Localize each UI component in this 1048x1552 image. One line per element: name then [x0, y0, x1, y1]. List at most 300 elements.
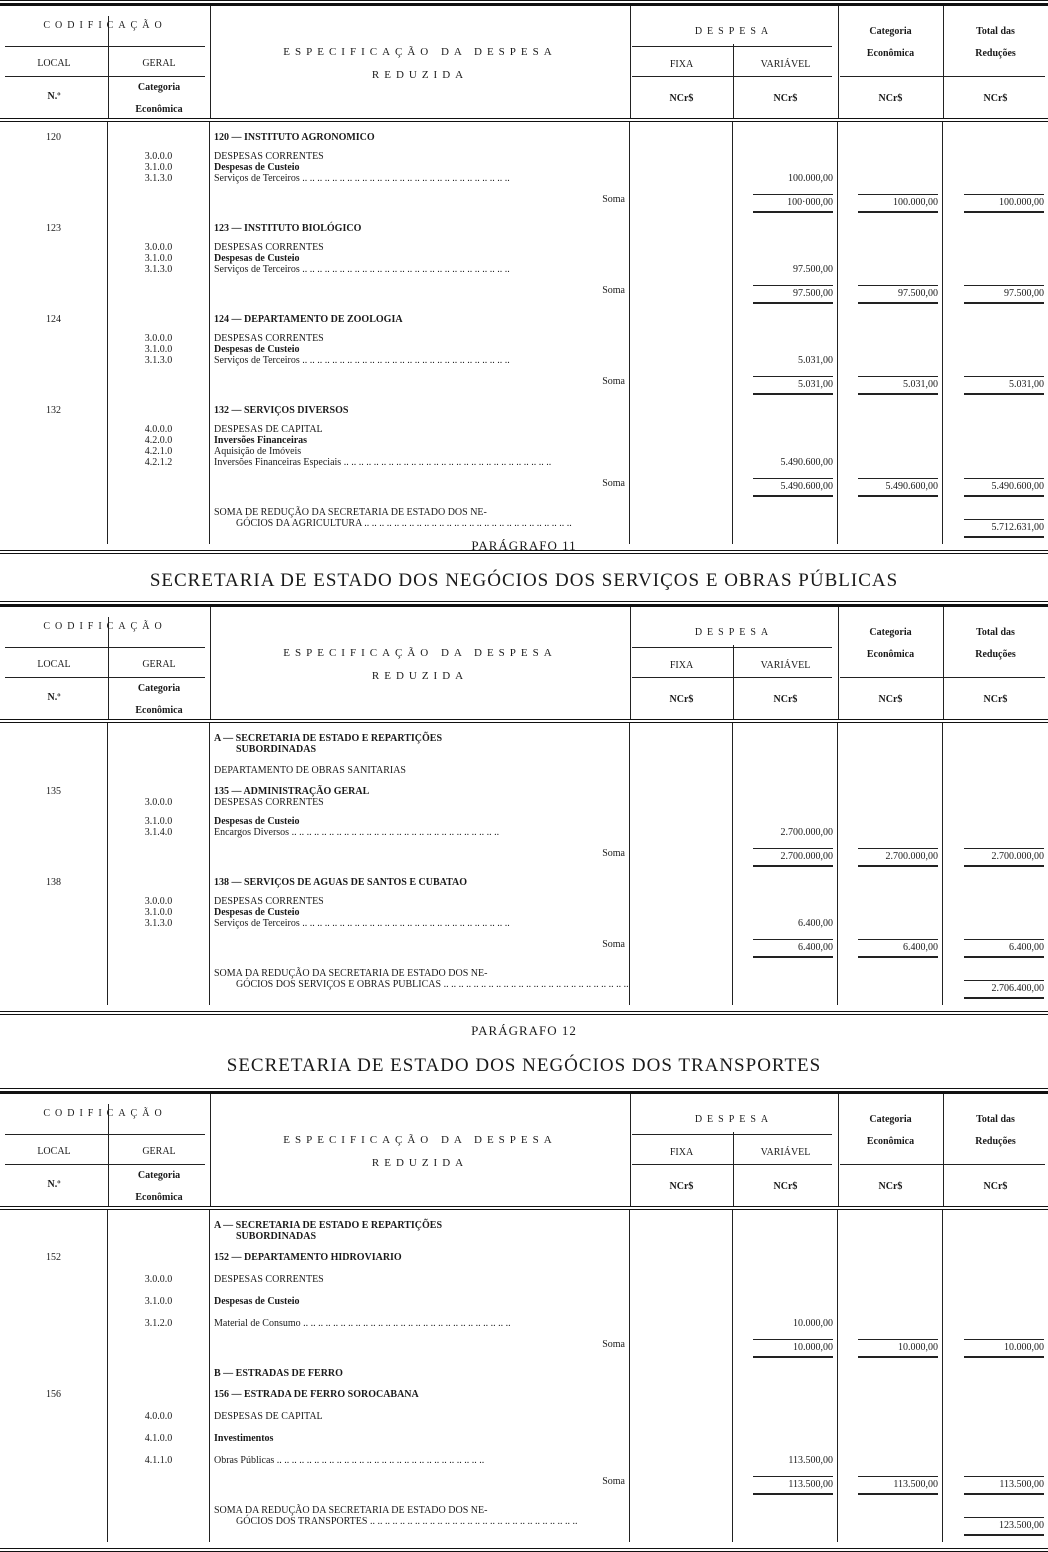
table-header [0, 1094, 1048, 1210]
specification-text: B — ESTRADAS DE FERRO [214, 1368, 343, 1379]
specification-text-cont: SUBORDINADAS [236, 1231, 317, 1242]
table-row [0, 723, 1048, 755]
economic-category-code: 3.1.4.0 [108, 827, 210, 838]
categoria-value [838, 1358, 943, 1379]
paragraph-label: PARÁGRAFO 11 [471, 538, 577, 553]
subtotal-row [0, 1329, 1048, 1358]
header-especificacao: ESPECIFICAÇÃO DA DESPESA [283, 1134, 557, 1146]
header-variavel: VARIÁVEL [760, 59, 811, 70]
local-code [0, 416, 108, 435]
specification-text: Inversões Financeiras [214, 435, 308, 446]
table-row [0, 888, 1048, 907]
specification-text: Despesas de Custeio [214, 907, 300, 918]
table-body [0, 122, 1048, 550]
total-value [943, 808, 1048, 827]
fixa-value [630, 122, 733, 143]
header-fixa: FIXA [669, 59, 694, 70]
economic-category-code [108, 1242, 210, 1263]
specification-text: 124 — DEPARTAMENTO DE ZOOLOGIA [214, 314, 403, 325]
economic-category-code: 3.1.3.0 [108, 355, 210, 366]
local-code: 123 [0, 213, 108, 234]
local-code [0, 1444, 108, 1466]
total-value [943, 1242, 1048, 1263]
table-row [0, 1242, 1048, 1263]
specification [210, 213, 630, 234]
fixa-value [630, 918, 733, 929]
specification-text: Despesas de Custeio [214, 1296, 300, 1307]
total-row [0, 958, 1048, 1005]
categoria-value [838, 1263, 943, 1285]
total-value [943, 275, 1048, 304]
total-value-text: 2.700.000,00 [964, 848, 1044, 867]
variavel-value [733, 253, 838, 264]
local-code [0, 366, 108, 395]
table-row [0, 907, 1048, 918]
specification [210, 888, 630, 907]
variavel-value [733, 355, 838, 366]
header-total-reducoes-2: Reduções [975, 48, 1016, 59]
paragraph-label: PARÁGRAFO 12 [471, 1023, 577, 1038]
total-value [943, 776, 1048, 797]
specification-text-cont: GÓCIOS DOS TRANSPORTES .. .. [214, 1516, 625, 1527]
categoria-value [838, 867, 943, 888]
categoria-value [838, 264, 943, 275]
total-value [943, 867, 1048, 888]
economic-category-code [108, 1358, 210, 1379]
variavel-value [733, 264, 838, 275]
fixa-value [630, 1285, 733, 1307]
specification [210, 162, 630, 173]
categoria-value [838, 435, 943, 446]
table-row [0, 253, 1048, 264]
fixa-value [630, 797, 733, 808]
categoria-value-text: 5.031,00 [858, 376, 938, 395]
variavel-value [733, 1495, 838, 1542]
specification [210, 468, 630, 497]
local-code: 124 [0, 304, 108, 325]
local-code [0, 143, 108, 162]
specification [210, 1495, 630, 1542]
total-value [943, 253, 1048, 264]
table-row [0, 827, 1048, 838]
header-codificacao: CODIFICAÇÃO [43, 1108, 167, 1119]
variavel-value [733, 497, 838, 544]
economic-category-code [108, 838, 210, 867]
table-row [0, 1210, 1048, 1242]
variavel-value-text: 97.500,00 [793, 264, 833, 275]
specification [210, 827, 630, 838]
local-code [0, 907, 108, 918]
local-code: 138 [0, 867, 108, 888]
table-row [0, 867, 1048, 888]
total-value [943, 173, 1048, 184]
specification [210, 344, 630, 355]
total-row [0, 1495, 1048, 1542]
local-code [0, 1263, 108, 1285]
local-code [0, 253, 108, 264]
specification-text-cont: SUBORDINADAS [236, 744, 317, 755]
total-value [943, 1307, 1048, 1329]
header-economica: Econômica [135, 1192, 183, 1203]
header-categoria: Categoria [137, 82, 181, 93]
variavel-value [733, 838, 838, 867]
fixa-value [630, 1210, 733, 1242]
table-row [0, 264, 1048, 275]
variavel-value [733, 776, 838, 797]
specification [210, 122, 630, 143]
variavel-value-text: 97.500,00 [753, 285, 833, 304]
table-row [0, 395, 1048, 416]
economic-category-code [108, 304, 210, 325]
header-local: LOCAL [37, 58, 71, 69]
subtotal-row [0, 838, 1048, 867]
total-value [943, 143, 1048, 162]
economic-category-code: 3.0.0.0 [108, 143, 210, 162]
total-value [943, 184, 1048, 213]
local-code [0, 827, 108, 838]
categoria-value-text: 100.000,00 [858, 194, 938, 213]
variavel-value [733, 416, 838, 435]
fixa-value [630, 929, 733, 958]
specification-text: DESPESAS DE CAPITAL [214, 424, 323, 435]
local-code [0, 173, 108, 184]
categoria-value-text: 97.500,00 [858, 285, 938, 304]
specification-text: Despesas de Custeio [214, 253, 300, 264]
categoria-value-text: 6.400,00 [858, 939, 938, 958]
local-code [0, 888, 108, 907]
table-row [0, 1400, 1048, 1422]
fixa-value [630, 808, 733, 827]
variavel-value-text: 10.000,00 [793, 1318, 833, 1329]
table-row [0, 122, 1048, 143]
economic-category-code [108, 213, 210, 234]
variavel-value-text: 10.000,00 [753, 1339, 833, 1358]
subtotal-row [0, 275, 1048, 304]
fixa-value [630, 234, 733, 253]
fixa-value [630, 304, 733, 325]
variavel-value [733, 1444, 838, 1466]
variavel-value [733, 918, 838, 929]
soma-label: Soma [602, 376, 625, 387]
economic-category-code: 3.1.3.0 [108, 264, 210, 275]
variavel-value [733, 723, 838, 755]
local-code: 132 [0, 395, 108, 416]
categoria-value [838, 755, 943, 776]
total-value [943, 1422, 1048, 1444]
variavel-value [733, 468, 838, 497]
specification [210, 304, 630, 325]
header-geral: GERAL [142, 58, 176, 69]
categoria-value [838, 395, 943, 416]
table-row [0, 143, 1048, 162]
total-value [943, 435, 1048, 446]
fixa-value [630, 888, 733, 907]
specification [210, 1422, 630, 1444]
fixa-value [630, 1422, 733, 1444]
table-row [0, 416, 1048, 435]
categoria-value-text: 10.000,00 [858, 1339, 938, 1358]
local-code [0, 264, 108, 275]
specification [210, 1285, 630, 1307]
variavel-value-text: 113.500,00 [788, 1455, 833, 1466]
categoria-value [838, 1210, 943, 1242]
local-code [0, 275, 108, 304]
categoria-value [838, 122, 943, 143]
economic-category-code [108, 776, 210, 797]
variavel-value [733, 888, 838, 907]
specification-text: Despesas de Custeio [214, 162, 300, 173]
header-reduzida: REDUZIDA [371, 670, 469, 682]
variavel-value [733, 122, 838, 143]
categoria-value-text: 5.490.600,00 [858, 478, 938, 497]
specification [210, 723, 630, 755]
fixa-value [630, 1495, 733, 1542]
variavel-value-text: 5.490.600,00 [780, 457, 833, 468]
fixa-value [630, 253, 733, 264]
variavel-value-text: 2.700.000,00 [753, 848, 833, 867]
specification [210, 395, 630, 416]
fixa-value [630, 213, 733, 234]
specification [210, 264, 630, 275]
soma-label: Soma [602, 285, 625, 296]
local-code [0, 355, 108, 366]
total-value-text: 100.000,00 [964, 194, 1044, 213]
economic-category-code [108, 366, 210, 395]
section-title: SECRETARIA DE ESTADO DOS NEGÓCIOS DOS TRANSPORTES [226, 1055, 822, 1076]
categoria-value [838, 1444, 943, 1466]
specification [210, 275, 630, 304]
total-value [943, 1210, 1048, 1242]
variavel-value [733, 184, 838, 213]
variavel-value [733, 366, 838, 395]
local-code [0, 457, 108, 468]
total-value [943, 355, 1048, 366]
variavel-value-text: 2.700.000,00 [780, 827, 833, 838]
economic-category-code [108, 723, 210, 755]
variavel-value [733, 213, 838, 234]
specification-text: Obras Públicas .. .. [214, 1455, 484, 1466]
categoria-value [838, 1422, 943, 1444]
header-categoria: Categoria [137, 683, 181, 694]
header-currency-total: NCr$ [983, 694, 1008, 705]
fixa-value [630, 1329, 733, 1358]
header-variavel: VARIÁVEL [760, 660, 811, 671]
table-row [0, 1422, 1048, 1444]
local-code [0, 162, 108, 173]
header-despesa: DESPESA [694, 627, 774, 638]
specification [210, 797, 630, 808]
variavel-value [733, 162, 838, 173]
local-code [0, 325, 108, 344]
economic-category-code: 3.0.0.0 [108, 797, 210, 808]
economic-category-code: 3.1.2.0 [108, 1307, 210, 1329]
header-especificacao: ESPECIFICAÇÃO DA DESPESA [283, 46, 557, 58]
table-body [0, 1210, 1048, 1548]
categoria-value [838, 808, 943, 827]
specification-text: Aquisição de Imóveis [214, 446, 302, 457]
economic-category-code [108, 867, 210, 888]
categoria-value [838, 275, 943, 304]
categoria-value [838, 776, 943, 797]
header-fixa: FIXA [669, 1147, 694, 1158]
total-value [943, 325, 1048, 344]
header-despesa: DESPESA [694, 26, 774, 37]
header-currency-variavel: NCr$ [773, 1181, 798, 1192]
header-categoria-economica: Categoria [869, 627, 912, 638]
header-geral: GERAL [142, 1146, 176, 1157]
categoria-value [838, 344, 943, 355]
table-row [0, 457, 1048, 468]
variavel-value [733, 808, 838, 827]
fixa-value [630, 184, 733, 213]
economic-category-code [108, 1329, 210, 1358]
total-value [943, 958, 1048, 1005]
categoria-value [838, 827, 943, 838]
specification [210, 497, 630, 544]
specification-text: A — SECRETARIA DE ESTADO E REPARTIÇÕES [214, 1220, 443, 1231]
total-value [943, 264, 1048, 275]
table-header [0, 6, 1048, 122]
total-row [0, 497, 1048, 544]
variavel-value-text: 6.400,00 [753, 939, 833, 958]
variavel-value-text: 100.000,00 [788, 173, 833, 184]
categoria-value [838, 1307, 943, 1329]
total-value [943, 1379, 1048, 1400]
variavel-value [733, 1285, 838, 1307]
total-value-text: 5.031,00 [964, 376, 1044, 395]
variavel-value-text: 6.400,00 [798, 918, 833, 929]
categoria-value [838, 723, 943, 755]
variavel-value [733, 907, 838, 918]
budget-table-transportes [0, 1088, 1048, 1552]
economic-category-code: 3.0.0.0 [108, 325, 210, 344]
local-code [0, 435, 108, 446]
variavel-value [733, 1379, 838, 1400]
categoria-value [838, 162, 943, 173]
specification-text: Investimentos [214, 1433, 274, 1444]
variavel-value-text: 5.490.600,00 [753, 478, 833, 497]
header-categoria: Categoria [137, 1170, 181, 1181]
total-value [943, 446, 1048, 457]
specification-text: Despesas de Custeio [214, 344, 300, 355]
total-value [943, 122, 1048, 143]
header-variavel: VARIÁVEL [760, 1147, 811, 1158]
total-value [943, 1495, 1048, 1542]
specification-text: Serviços de Terceiros .. .. [214, 173, 510, 184]
variavel-value [733, 1358, 838, 1379]
header-despesa: DESPESA [694, 1114, 774, 1125]
categoria-value [838, 213, 943, 234]
header-numero: N.º [47, 1179, 61, 1190]
table-header [0, 607, 1048, 723]
local-code [0, 1210, 108, 1242]
fixa-value [630, 457, 733, 468]
total-value [943, 234, 1048, 253]
total-label: SOMA DA REDUÇÃO DA SECRETARIA DE ESTADO DOS NE- [214, 968, 488, 979]
variavel-value [733, 1466, 838, 1495]
header-economica: Econômica [135, 705, 183, 716]
total-value [943, 838, 1048, 867]
categoria-value [838, 1466, 943, 1495]
specification [210, 1242, 630, 1263]
total-value [943, 929, 1048, 958]
header-geral: GERAL [142, 659, 176, 670]
fixa-value [630, 776, 733, 797]
total-value [943, 395, 1048, 416]
categoria-value [838, 929, 943, 958]
total-value [943, 497, 1048, 544]
economic-category-code [108, 497, 210, 544]
total-value [943, 457, 1048, 468]
categoria-value [838, 173, 943, 184]
categoria-value [838, 1379, 943, 1400]
variavel-value [733, 446, 838, 457]
specification-text: Despesas de Custeio [214, 816, 300, 827]
categoria-value [838, 143, 943, 162]
table-row [0, 1307, 1048, 1329]
soma-label: Soma [602, 478, 625, 489]
total-value [943, 918, 1048, 929]
local-code [0, 344, 108, 355]
total-value-text: 6.400,00 [964, 939, 1044, 958]
variavel-value [733, 1307, 838, 1329]
header-currency-variavel: NCr$ [773, 694, 798, 705]
table-row [0, 1444, 1048, 1466]
specification-text: DEPARTAMENTO DE OBRAS SANITARIAS [214, 765, 406, 776]
categoria-value [838, 1242, 943, 1263]
table-row [0, 755, 1048, 776]
header-local: LOCAL [37, 659, 71, 670]
categoria-value [838, 838, 943, 867]
total-value-text: 5.712.631,00 [964, 519, 1044, 538]
categoria-value [838, 304, 943, 325]
fixa-value [630, 446, 733, 457]
variavel-value-text: 5.031,00 [753, 376, 833, 395]
specification-text: DESPESAS CORRENTES [214, 797, 324, 808]
fixa-value [630, 344, 733, 355]
header-currency-total: NCr$ [983, 1181, 1008, 1192]
local-code [0, 468, 108, 497]
specification [210, 1379, 630, 1400]
total-value-text: 97.500,00 [964, 285, 1044, 304]
header-currency-categoria: NCr$ [878, 93, 903, 104]
subtotal-row [0, 929, 1048, 958]
economic-category-code [108, 275, 210, 304]
fixa-value [630, 275, 733, 304]
fixa-value [630, 143, 733, 162]
economic-category-code: 4.1.1.0 [108, 1444, 210, 1466]
categoria-value [838, 366, 943, 395]
fixa-value [630, 1263, 733, 1285]
specification-text: Material de Consumo .. .. [214, 1318, 511, 1329]
local-code [0, 497, 108, 544]
subtotal-row [0, 468, 1048, 497]
categoria-value-text: 113.500,00 [858, 1476, 938, 1495]
fixa-value [630, 1400, 733, 1422]
total-value [943, 213, 1048, 234]
total-value [943, 797, 1048, 808]
local-code [0, 1400, 108, 1422]
table-row [0, 162, 1048, 173]
fixa-value [630, 1307, 733, 1329]
variavel-value [733, 435, 838, 446]
local-code [0, 808, 108, 827]
categoria-value [838, 234, 943, 253]
specification-text: Serviços de Terceiros .. .. [214, 918, 510, 929]
header-currency-fixa: NCr$ [669, 694, 694, 705]
categoria-value [838, 184, 943, 213]
fixa-value [630, 366, 733, 395]
